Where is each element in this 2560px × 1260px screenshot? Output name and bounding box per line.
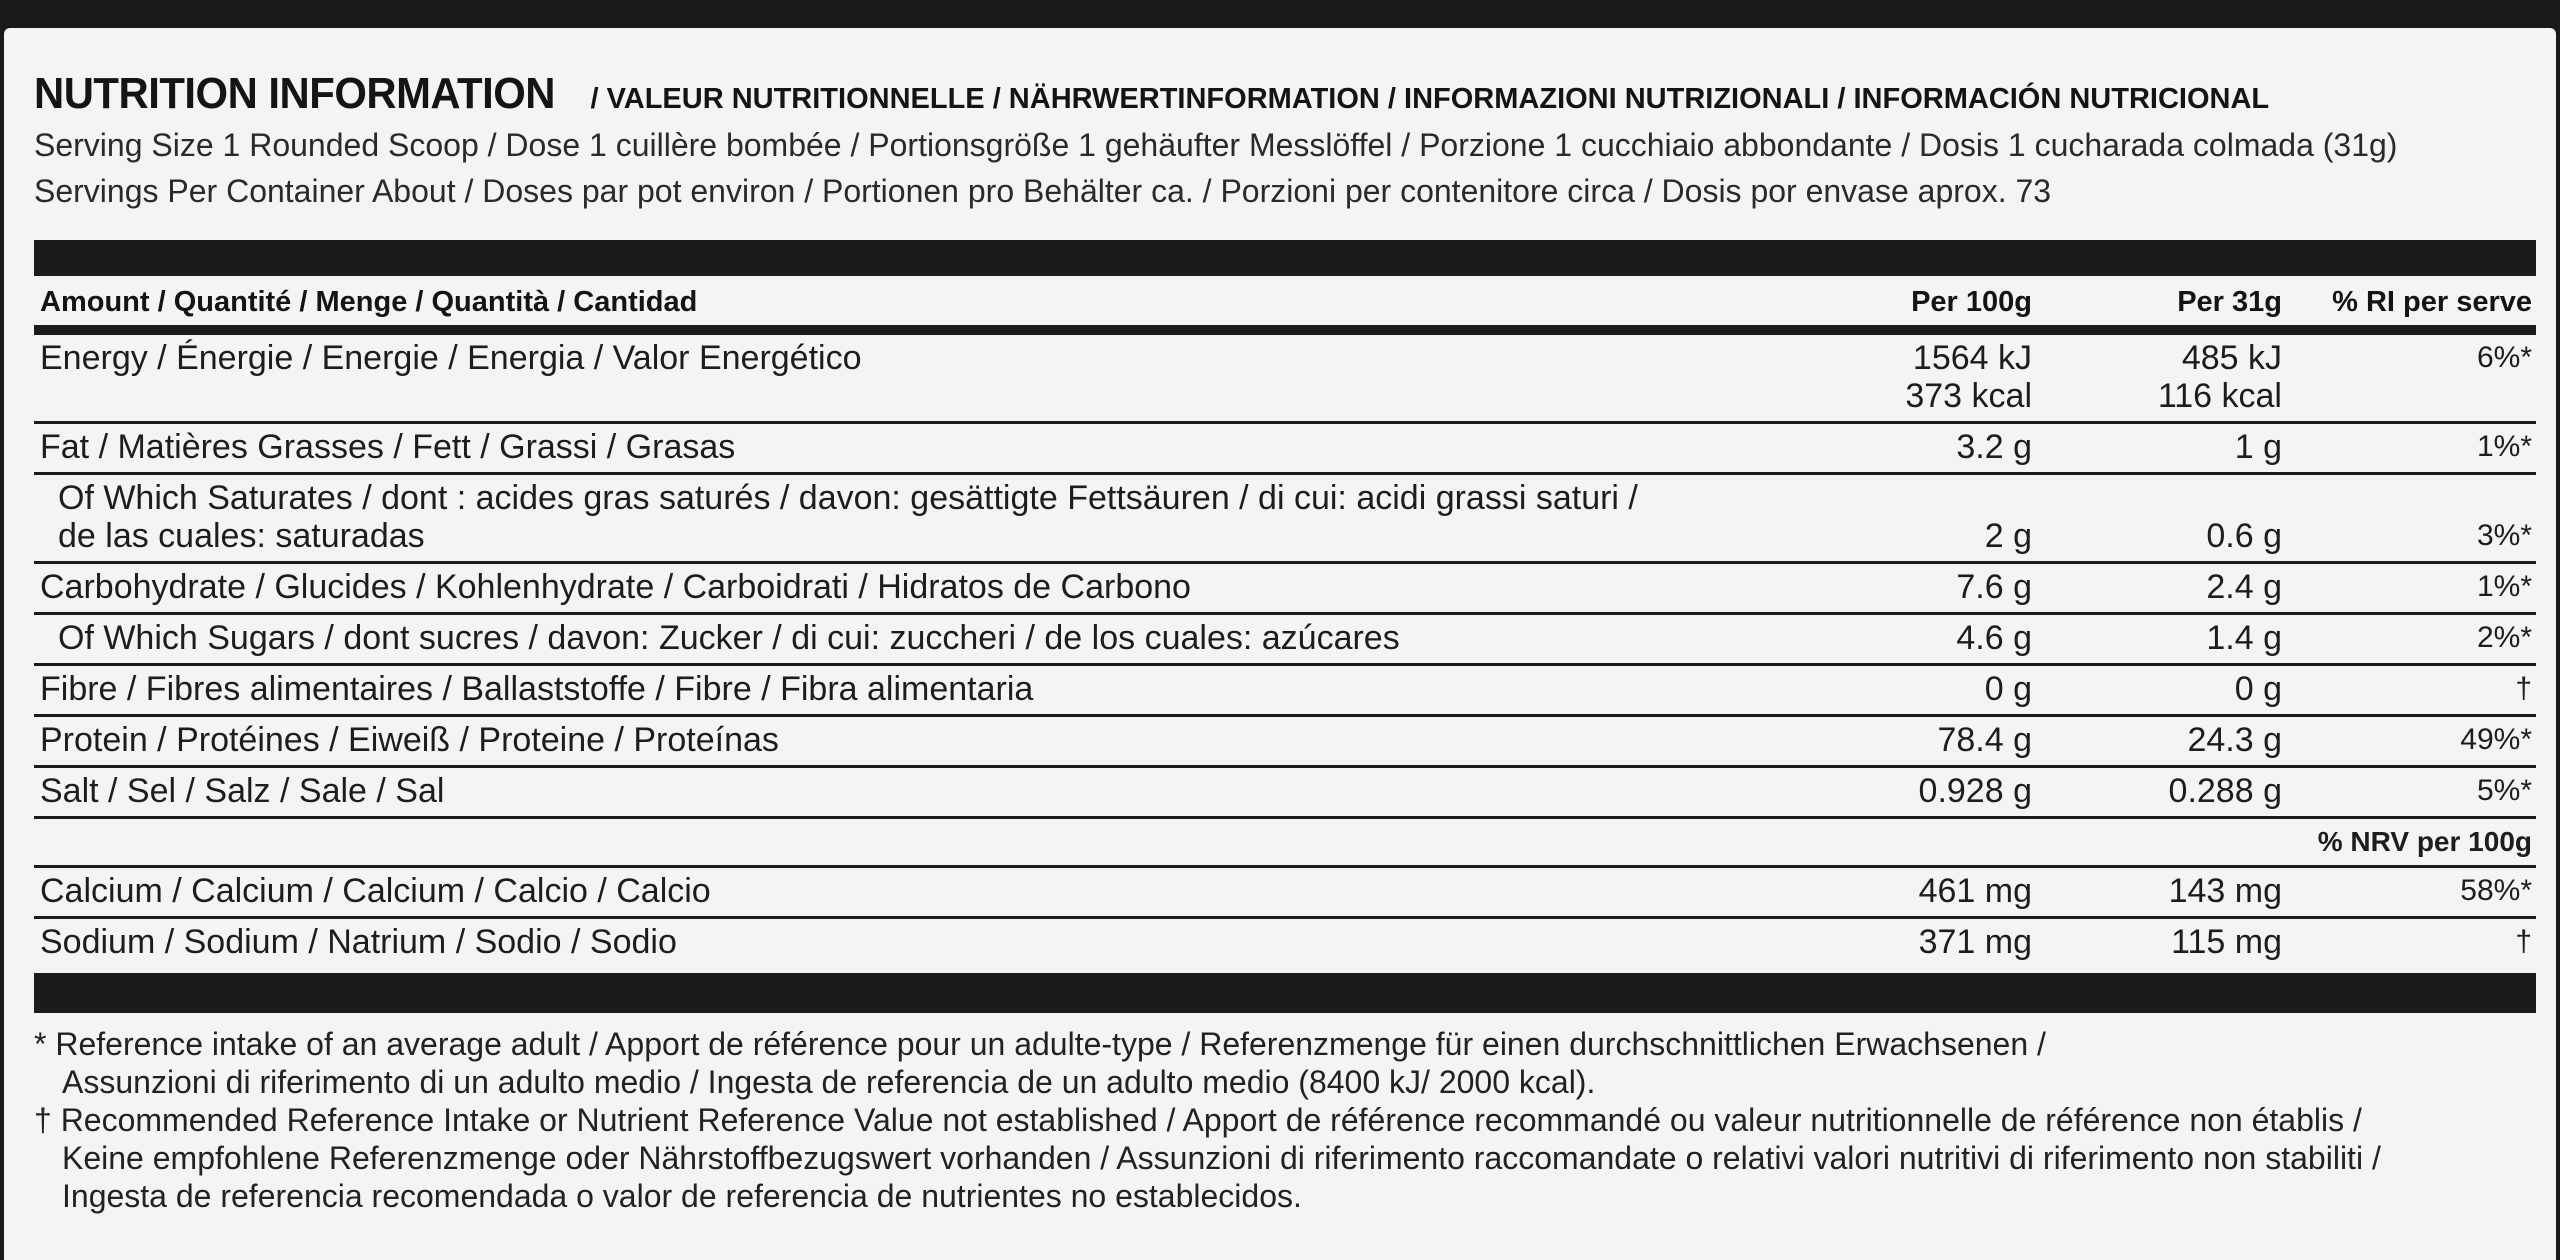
row-per100: 2 g xyxy=(1984,517,2032,555)
nrv-header: % NRV per 100g xyxy=(2317,826,2532,857)
row-per100: 3.2 g xyxy=(1956,428,2032,466)
row-per100: 461 mg xyxy=(1918,872,2032,910)
row-ri: † xyxy=(2515,925,2532,958)
header-amount: Amount / Quantité / Menge / Quantità / Cantidad xyxy=(40,286,698,318)
row-per31: 143 mg xyxy=(2168,872,2282,910)
footnotes xyxy=(34,1025,2536,1215)
header-per31: Per 31g xyxy=(2177,286,2282,318)
footnote-line: * Reference intake of an average adult / Apport de référence pour un adulte-type / Referenzmenge für einen durchschnittlichen Erwachsenen / xyxy=(34,1026,2046,1062)
table-row xyxy=(34,423,2536,474)
header-ri: % RI per serve xyxy=(2332,286,2532,318)
footnote-line: Assunzioni di riferimento di un adulto medio / Ingesta de referencia de un adulto medio (8400 kJ/ 2000 kcal). xyxy=(62,1064,1596,1100)
table-header-row xyxy=(34,276,2536,330)
row-per31: 115 mg xyxy=(2171,923,2282,961)
value-kcal: 116 kcal xyxy=(2157,377,2282,415)
row-per100 xyxy=(1826,330,2036,423)
row-label: Of Which Sugars / dont sucres / davon: Zucker / di cui: zuccheri / de los cuales: azúcares xyxy=(58,619,1400,657)
value-kcal: 373 kcal xyxy=(1905,377,2032,415)
row-ri: 2%* xyxy=(2476,621,2532,654)
row-label: Fat / Matières Grasses / Fett / Grassi / Grasas xyxy=(40,428,736,466)
table-row xyxy=(34,665,2536,716)
row-per100: 0 g xyxy=(1984,670,2032,708)
row-per31: 0 g xyxy=(2234,670,2282,708)
row-ri: † xyxy=(2515,672,2532,705)
row-per100: 0.928 g xyxy=(1918,772,2032,810)
row-per100: 7.6 g xyxy=(1956,568,2032,606)
row-label-line1: Of Which Saturates / dont : acides gras saturés / davon: gesättigte Fettsäuren / di cui: acidi grassi saturi / xyxy=(58,479,1638,517)
servings-per-container: Servings Per Container About / Doses par pot environ / Portionen pro Behälter ca. / Porzioni per contenitore circa / Dosis por envase aprox. 73 xyxy=(34,173,2052,209)
footnote-line: Keine empfohlene Referenzmenge oder Nährstoffbezugswert vorhanden / Assunzioni di riferimento raccomandate o relativi valori nutritivi di riferimento non stabiliti / xyxy=(62,1140,2381,1176)
row-label-line2: de las cuales: saturadas xyxy=(58,517,425,555)
row-per100: 78.4 g xyxy=(1937,721,2032,759)
row-ri: 5%* xyxy=(2476,774,2532,807)
table-row xyxy=(34,474,2536,563)
page-title xyxy=(34,66,2536,122)
row-per31: 24.3 g xyxy=(2187,721,2282,759)
row-ri: 6%* xyxy=(2476,341,2532,374)
nrv-header-row xyxy=(34,818,2536,867)
title-translations: / VALEUR NUTRITIONNELLE / NÄHRWERTINFORMATION / INFORMAZIONI NUTRIZIONALI / INFORMACIÓN NUTRICIONAL xyxy=(582,83,2270,115)
row-per31: 2.4 g xyxy=(2206,568,2282,606)
nutrition-label xyxy=(4,28,2556,1260)
row-per100: 4.6 g xyxy=(1956,619,2032,657)
row-label: Salt / Sel / Salz / Sale / Sal xyxy=(40,772,445,810)
row-label: Protein / Protéines / Eiweiß / Proteine / Proteínas xyxy=(40,721,779,759)
row-label: Calcium / Calcium / Calcium / Calcio / Calcio xyxy=(40,872,711,910)
table-row xyxy=(34,563,2536,614)
footnote-line: Ingesta de referencia recomendada o valor de referencia de nutrientes no establecidos. xyxy=(62,1178,1302,1214)
row-ri: 1%* xyxy=(2476,430,2532,463)
row-per31: 0.288 g xyxy=(2168,772,2282,810)
row-per100: 371 mg xyxy=(1918,923,2032,961)
serving-size: Serving Size 1 Rounded Scoop / Dose 1 cuillère bombée / Portionsgröße 1 gehäufter Messlöffel / Porzione 1 cucchiaio abbondante / Dosis 1 cucharada colmada (31g) xyxy=(34,127,2398,163)
row-label: Energy / Énergie / Energie / Energia / Valor Energético xyxy=(40,339,862,377)
table-row xyxy=(34,867,2536,918)
footnote-line: † Recommended Reference Intake or Nutrient Reference Value not established / Apport de référence recommandé ou valeur nutritionnelle de référence non établis / xyxy=(34,1102,2362,1138)
row-ri: 3%* xyxy=(2476,519,2532,552)
value-kj: 1564 kJ xyxy=(1912,339,2032,377)
row-per31: 0.6 g xyxy=(2206,517,2282,555)
divider-bar xyxy=(34,240,2536,276)
row-per31: 1 g xyxy=(2234,428,2282,466)
row-label: Fibre / Fibres alimentaires / Ballaststoffe / Fibre / Fibra alimentaria xyxy=(40,670,1034,708)
divider-bar xyxy=(34,973,2536,1013)
row-label: Sodium / Sodium / Natrium / Sodio / Sodio xyxy=(40,923,677,961)
value-kj: 485 kJ xyxy=(2181,339,2282,377)
table-row xyxy=(34,767,2536,818)
table-row xyxy=(34,330,2536,423)
header-per100: Per 100g xyxy=(1911,286,2032,318)
row-label xyxy=(34,474,1826,563)
table-row xyxy=(34,716,2536,767)
table-row xyxy=(34,918,2536,968)
row-ri: 49%* xyxy=(2460,723,2532,756)
row-per31: 1.4 g xyxy=(2206,619,2282,657)
row-per31 xyxy=(2036,330,2286,423)
title-main: NUTRITION INFORMATION xyxy=(34,69,555,118)
row-ri: 1%* xyxy=(2476,570,2532,603)
nutrition-table xyxy=(34,276,2536,967)
row-label: Carbohydrate / Glucides / Kohlenhydrate / Carboidrati / Hidratos de Carbono xyxy=(40,568,1191,606)
row-ri: 58%* xyxy=(2460,874,2532,907)
table-row xyxy=(34,614,2536,665)
